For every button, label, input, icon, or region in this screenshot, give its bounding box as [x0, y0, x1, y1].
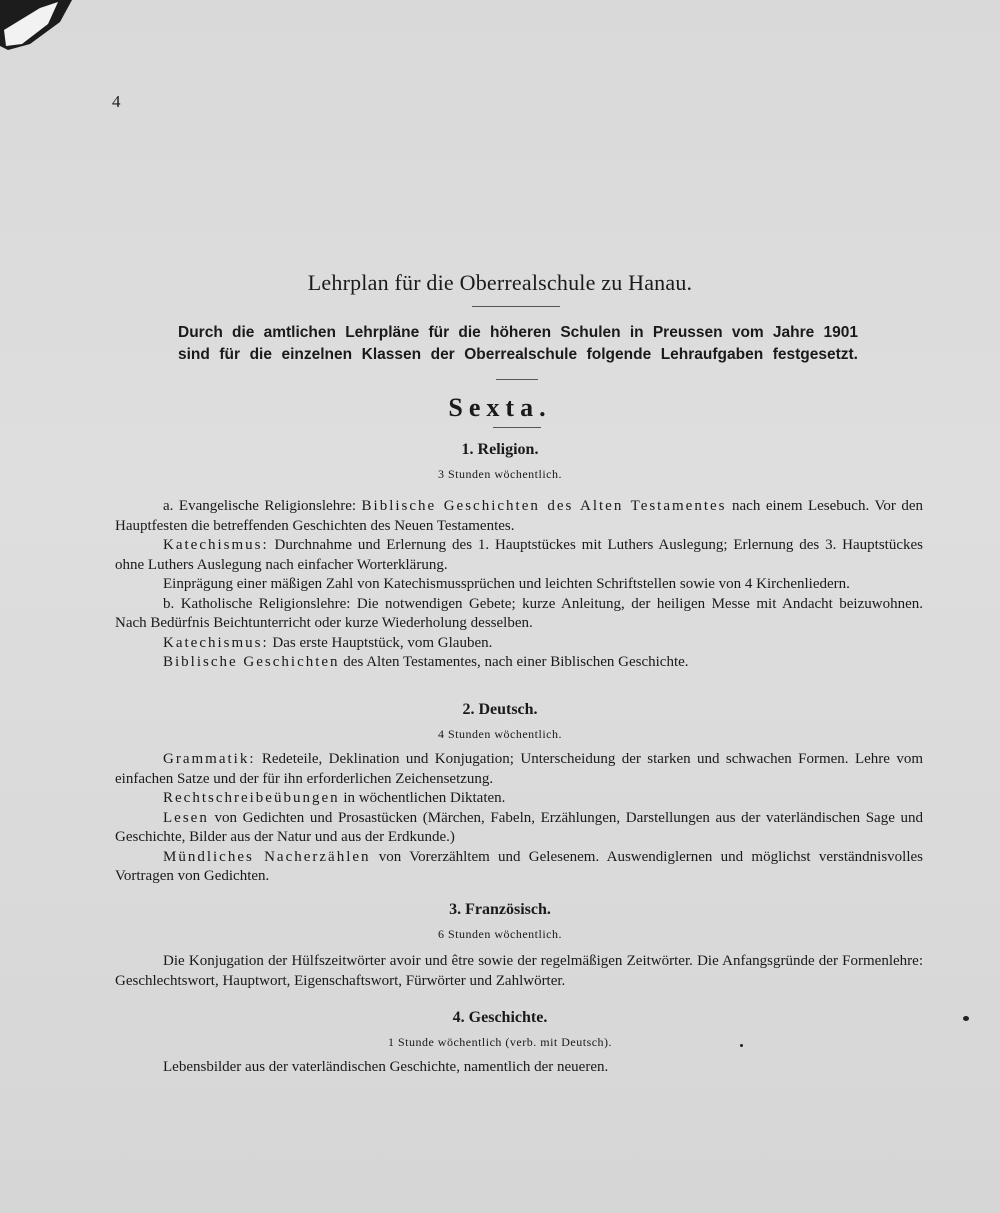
spaced-text-run: Rechtschreibeübungen — [163, 790, 340, 806]
spaced-text-run: Biblische Geschichten — [163, 654, 340, 670]
torn-corner-graphic — [0, 0, 80, 55]
section-body-franzoesisch — [115, 952, 923, 991]
text-run: in wöchentlichen Diktaten. — [343, 790, 506, 806]
class-divider — [493, 427, 541, 428]
ink-speck — [963, 1016, 969, 1021]
section-title-deutsch: 2. Deutsch. — [462, 701, 538, 718]
spaced-text-run: Lesen — [163, 809, 209, 826]
text-run: von Gedichten und Prosastücken (Märchen, Fabeln, Erzählungen, Darstellungen aus der vaterländischen Sage und Geschichte, Bilder aus der Natur und aus der Erdkunde.) — [115, 809, 923, 845]
section-hours-religion: 3 Stunden wöchentlich. — [438, 467, 562, 481]
paragraph — [115, 653, 923, 673]
text-run: Redeteile, Deklination und Konjugation; Unterscheidung der starken und schwachen Formen. Lehre vom einfachen Satze und der für ihn erforderlichen Zeichensetzung. — [115, 751, 923, 787]
section-title-religion: 1. Religion. — [461, 441, 539, 458]
intro-text — [178, 322, 858, 366]
spaced-text-run: Mündliches Nacherzählen — [163, 848, 371, 865]
class-heading: Sexta. — [448, 393, 552, 422]
section-body-religion — [115, 497, 923, 673]
paragraph — [115, 634, 923, 654]
title-divider — [472, 306, 560, 307]
text-run: Durchnahme und Erlernung des 1. Hauptstückes mit Luthers Auslegung; Erlernung des 3. Hauptstückes ohne Luthers Auslegung nach einfacher Worterklärung. — [115, 537, 924, 573]
section-hours-geschichte: 1 Stunde wöchentlich (verb. mit Deutsch). — [387, 1035, 613, 1049]
section-body-deutsch — [115, 750, 923, 887]
page-number: 4 — [112, 92, 121, 111]
spaced-text-run: Grammatik: — [163, 751, 256, 767]
page-title: Lehrplan für die Oberrealschule zu Hanau. — [307, 270, 693, 295]
paragraph — [115, 497, 923, 536]
section-body-geschichte — [115, 1058, 923, 1078]
paragraph — [115, 809, 923, 848]
text-run: Das erste Hauptstück, vom Glauben. — [272, 634, 493, 651]
paragraph — [115, 750, 923, 789]
spaced-text-run: Katechismus: — [163, 537, 269, 553]
section-title-franzoesisch: 3. Französisch. — [449, 901, 551, 918]
paragraph — [115, 789, 923, 809]
section-title-geschichte: 4. Geschichte. — [452, 1009, 548, 1026]
spaced-text-run: Katechismus: — [163, 634, 269, 651]
ink-speck — [740, 1044, 743, 1047]
intro-line-2: sind für die einzelnen Klassen der Oberrealschule folgende Lehraufgaben festgesetzt. — [178, 346, 858, 363]
spaced-text-run: Biblische Geschichten des Alten Testamentes — [361, 498, 727, 514]
paragraph: Lebensbilder aus der vaterländischen Geschichte, namentlich der neueren. — [163, 1059, 609, 1075]
paragraph: Die Konjugation der Hülfszeitwörter avoir und être sowie der regelmäßigen Zeitwörter. Die Anfangsgründe der Formenlehre: Geschlechtswort, Hauptwort, Eigenschaftswort, Fürwörter und Zahlwörter. — [115, 953, 923, 989]
section-hours-franzoesisch: 6 Stunden wöchentlich. — [438, 927, 562, 941]
intro-divider — [496, 379, 538, 380]
text-run: a. Evangelische Religionslehre: — [163, 498, 357, 514]
paragraph — [115, 536, 923, 575]
text-run: des Alten Testamentes, nach einer Biblischen Geschichte. — [343, 654, 689, 670]
paragraph: Einprägung einer mäßigen Zahl von Katechismussprüchen und leichten Schriftstellen sowie von 4 Kirchenliedern. — [163, 576, 850, 592]
text-run: nach einem Lesebuch. Vor den Hauptfesten die betreffenden Geschichten des Neuen Testamentes. — [115, 498, 923, 534]
section-hours-deutsch: 4 Stunden wöchentlich. — [438, 727, 562, 741]
text-run: von Vorerzähltem und Gelesenem. Auswendiglernen und möglichst verständnisvolles Vortragen von Gedichten. — [115, 848, 924, 884]
paragraph: b. Katholische Religionslehre: Die notwendigen Gebete; kurze Anleitung, der heiligen Messe mit Andacht beizuwohnen. Nach Bedürfnis Beichtunterricht oder kurze Wiederholung desselben. — [115, 595, 923, 631]
intro-line-1: Durch die amtlichen Lehrpläne für die höheren Schulen in Preussen vom Jahre 1901 — [178, 324, 858, 341]
paragraph — [115, 848, 923, 887]
